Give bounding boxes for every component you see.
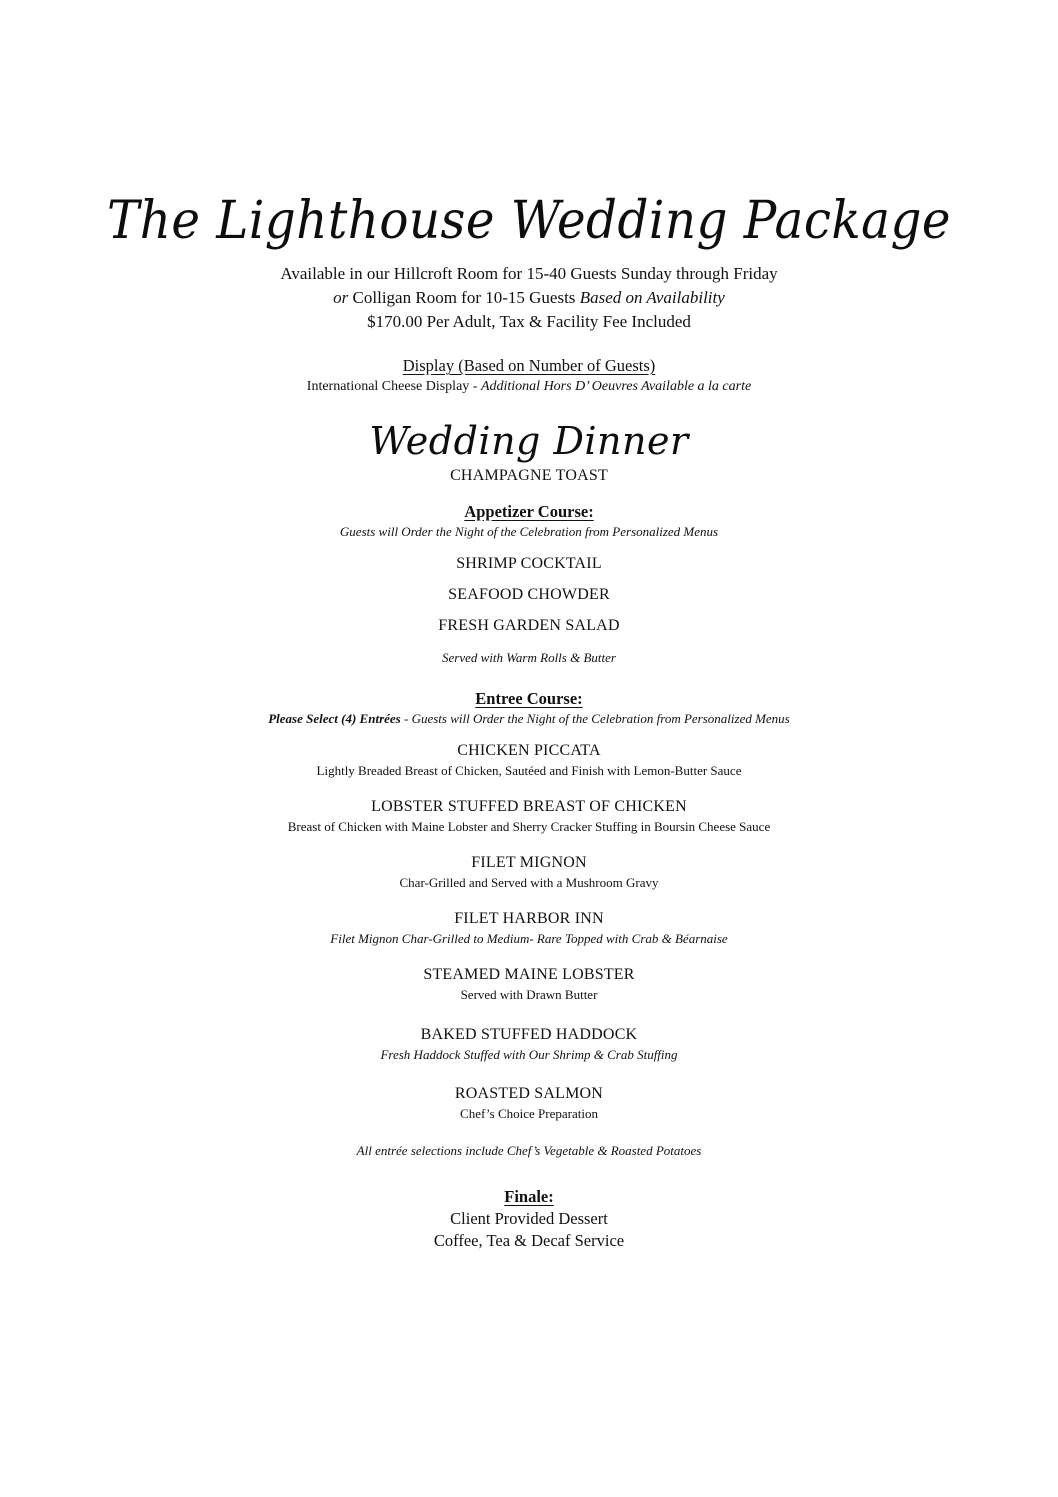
intro-availability-note: Based on Availability	[579, 288, 725, 307]
entree-desc: Breast of Chicken with Maine Lobster and Sherry Cracker Stuffing in Boursin Cheese Sauce	[287, 819, 771, 834]
display-text	[0, 377, 1058, 397]
intro-alternate-room	[0, 286, 1058, 310]
display-hors-doeuvres: Additional Hors D’ Oeuvres Available a la carte	[480, 379, 752, 394]
entree-item	[0, 852, 1058, 892]
entree-name: CHICKEN PICCATA	[457, 742, 601, 759]
display-heading: Display (Based on Number of Guests)	[402, 356, 656, 375]
intro-availability: Available in our Hillcroft Room for 15-40 Guests Sunday through Friday	[280, 264, 778, 283]
entree-item	[0, 908, 1058, 948]
entree-name: ROASTED SALMON	[454, 1085, 604, 1102]
appetizer-item	[0, 584, 1058, 606]
finale-section	[0, 1186, 1058, 1252]
toast-label: CHAMPAGNE TOAST	[450, 467, 608, 484]
entree-name: STEAMED MAINE LOBSTER	[423, 966, 635, 983]
package-title: The Lighthouse Wedding Package	[107, 191, 951, 251]
appetizer-served	[0, 649, 1058, 667]
entree-name: FILET HARBOR INN	[454, 910, 604, 927]
finale-item: Coffee, Tea & Decaf Service	[433, 1231, 625, 1250]
entree-section	[0, 688, 1058, 728]
appetizer-served-note: Served with Warm Rolls & Butter	[442, 650, 616, 665]
intro-colligan: Colligan Room for 10-15 Guests	[348, 288, 580, 307]
appetizer-heading: Appetizer Course:	[464, 502, 594, 521]
entree-select-note: Please Select (4) Entrées	[268, 711, 401, 726]
finale-item: Client Provided Dessert	[450, 1209, 608, 1228]
wedding-dinner-title: Wedding Dinner	[369, 419, 689, 463]
appetizer-section	[0, 501, 1058, 541]
entree-item	[0, 1083, 1058, 1123]
appetizer-item-label: SEAFOOD CHOWDER	[448, 586, 610, 603]
entree-desc: Fresh Haddock Stuffed with Our Shrimp & Crab Stuffing	[380, 1047, 678, 1062]
entree-desc: Served with Drawn Butter	[460, 987, 598, 1002]
entree-desc: Chef’s Choice Preparation	[460, 1106, 598, 1121]
entree-footer-note: All entrée selections include Chef’s Vegetable & Roasted Potatoes	[356, 1143, 702, 1158]
champagne-toast	[0, 465, 1058, 487]
intro-block	[0, 262, 1058, 334]
entree-order-note: - Guests will Order the Night of the Celebration from Personalized Menus	[400, 711, 790, 726]
entree-item	[0, 796, 1058, 836]
entree-footer	[0, 1142, 1058, 1160]
entree-heading: Entree Course:	[475, 689, 583, 708]
appetizer-item	[0, 553, 1058, 575]
entree-item	[0, 1024, 1058, 1064]
appetizer-item-label: SHRIMP COCKTAIL	[456, 555, 602, 572]
finale-heading: Finale:	[504, 1187, 554, 1206]
display-section	[0, 355, 1058, 397]
appetizer-note: Guests will Order the Night of the Celebration from Personalized Menus	[339, 524, 719, 539]
intro-price: $170.00 Per Adult, Tax & Facility Fee Included	[367, 312, 691, 331]
intro-or: or	[333, 288, 349, 307]
entree-item	[0, 964, 1058, 1004]
entree-item	[0, 740, 1058, 780]
entree-desc: Filet Mignon Char-Grilled to Medium- Rare Topped with Crab & Béarnaise	[330, 931, 728, 946]
entree-name: FILET MIGNON	[471, 854, 587, 871]
display-cheese: International Cheese Display -	[306, 379, 481, 394]
entree-name: LOBSTER STUFFED BREAST OF CHICKEN	[371, 798, 687, 815]
entree-name: BAKED STUFFED HADDOCK	[420, 1026, 638, 1043]
appetizer-item-label: FRESH GARDEN SALAD	[438, 617, 620, 634]
entree-desc: Lightly Breaded Breast of Chicken, Sautéed and Finish with Lemon-Butter Sauce	[316, 763, 742, 778]
entree-note	[0, 710, 1058, 728]
entree-desc: Char-Grilled and Served with a Mushroom Gravy	[399, 875, 659, 890]
appetizer-item	[0, 615, 1058, 637]
